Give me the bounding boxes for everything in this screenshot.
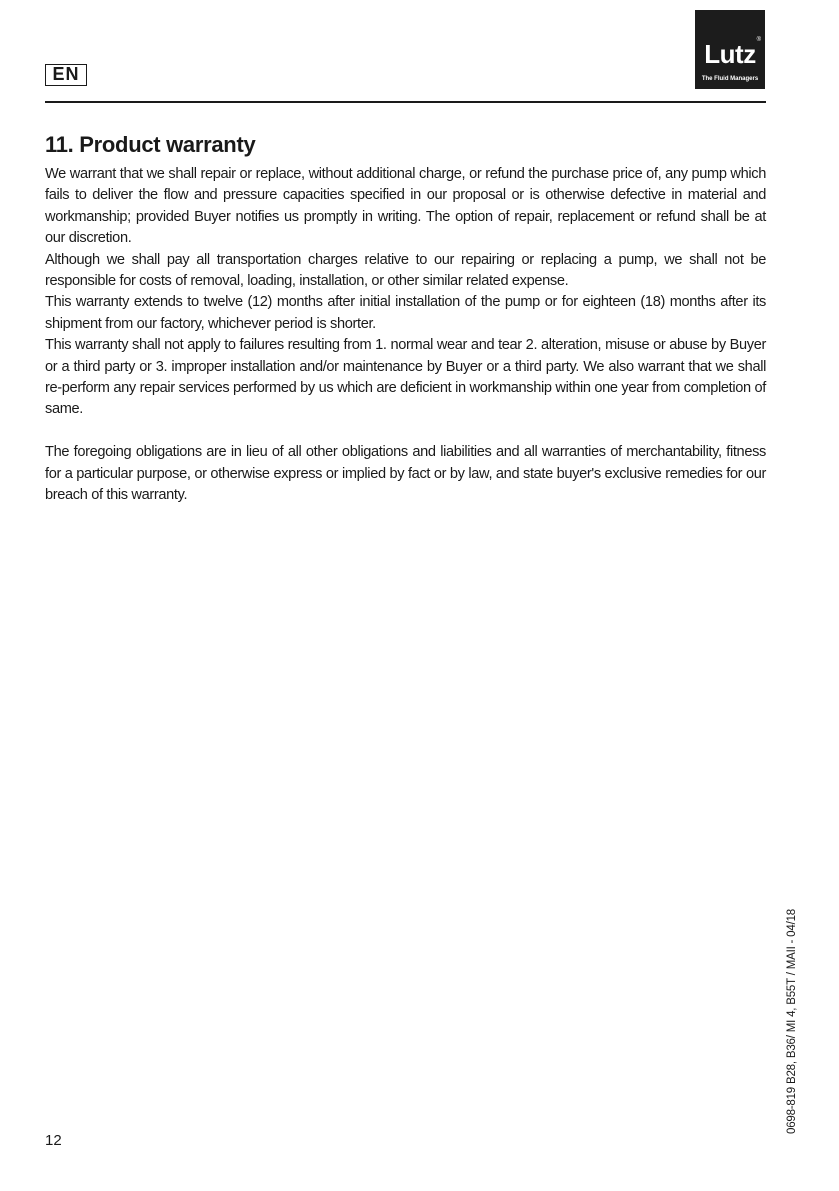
warranty-paragraph-transport: Although we shall pay all transportation charges relative to our repairing or replacing a pump, we shall not be responsible for costs of removal, loading, installation, or other similar related expense. bbox=[45, 251, 766, 290]
warranty-paragraph-exclusions: This warranty shall not apply to failures resulting from 1. normal wear and tear 2. alteration, misuse or abuse by Buyer or a third party or 3. improper installation and/or maintenance by Buyer or a third party. We also warrant that we shall re-perform any repair services performed by us which are deficient in workmanship within one year from completion of same. bbox=[45, 337, 766, 418]
logo-wordmark: Lutz bbox=[704, 39, 756, 69]
page-number: 12 bbox=[45, 1132, 62, 1149]
warranty-paragraph-scope: We warrant that we shall repair or replace, without additional charge, or refund the purchase price of, any pump which fails to deliver the flow and pressure capacities specified in our proposal or is otherwise defective in material and workmanship; provided Buyer notifies us promptly in writing. The option of repair, replacement or refund shall be at our discretion. bbox=[45, 166, 766, 247]
language-badge: EN bbox=[45, 64, 87, 86]
section-title: 11. Product warranty bbox=[45, 132, 256, 157]
header-divider bbox=[45, 101, 766, 103]
warranty-paragraph-duration: This warranty extends to twelve (12) months after initial installation of the pump or for eighteen (18) months after its shipment from our factory, whichever period is shorter. bbox=[45, 294, 766, 332]
lutz-logo bbox=[695, 10, 765, 89]
warranty-body bbox=[45, 164, 766, 506]
logo-registered-mark: ® bbox=[756, 37, 761, 43]
document-code: 0698-819 B28, B36/ MI 4, B55T / MAII - 04/18 bbox=[786, 909, 798, 1134]
warranty-paragraph-obligations: The foregoing obligations are in lieu of all other obligations and liabilities and all warranties of merchantability, fitness for a particular purpose, or otherwise express or implied by fact or by law, and state buyer's exclusive remedies for our breach of this warranty. bbox=[45, 444, 766, 504]
logo-tagline: The Fluid Managers bbox=[701, 76, 759, 82]
